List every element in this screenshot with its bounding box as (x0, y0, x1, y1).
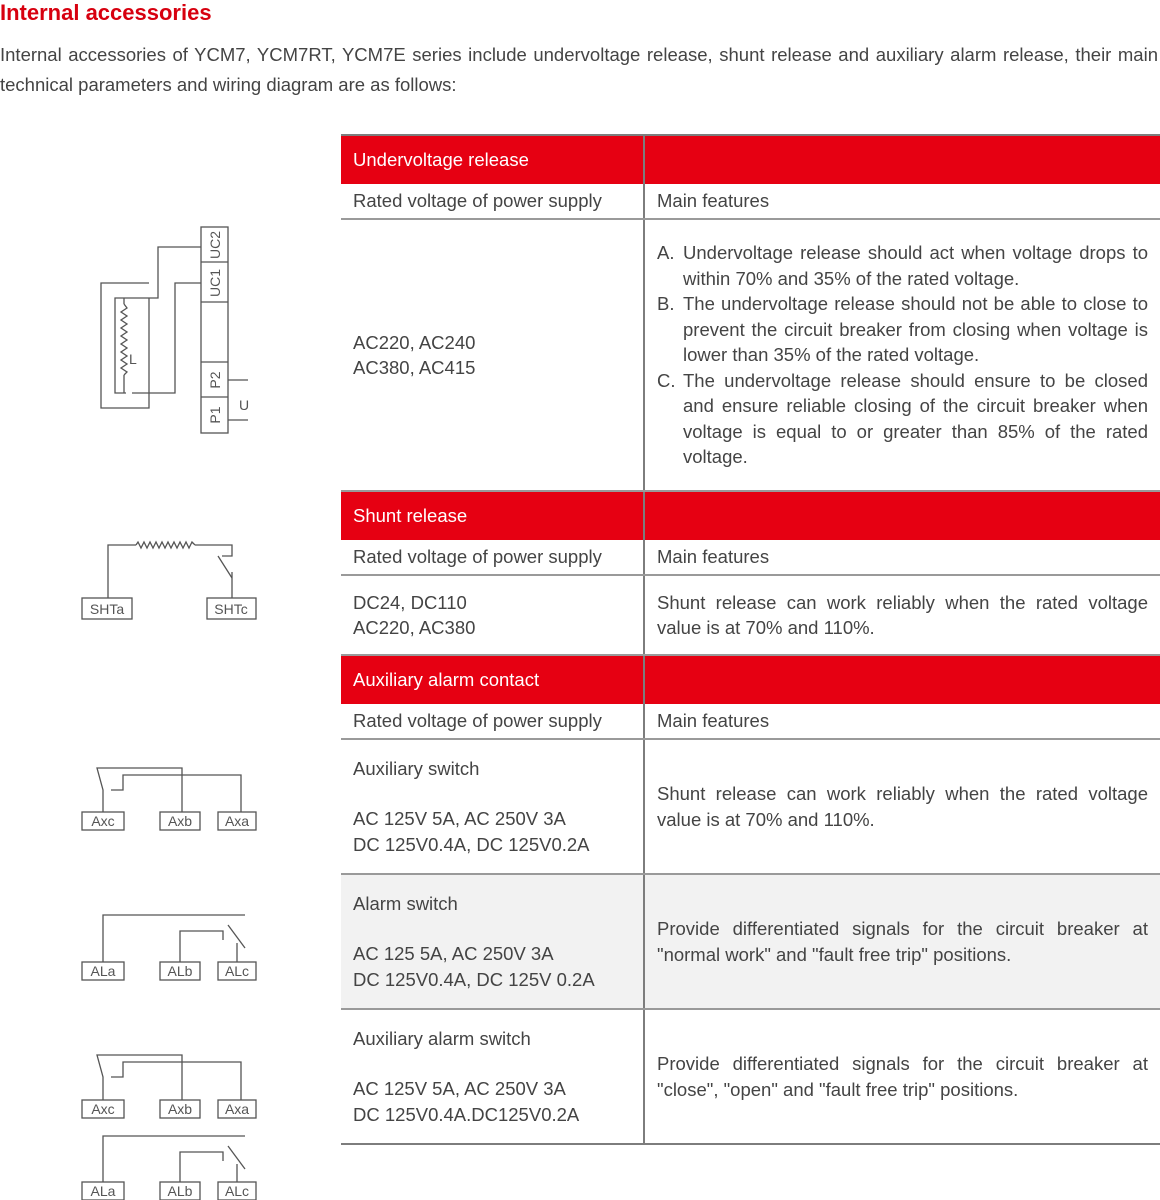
list-item (657, 368, 1148, 470)
section-title: Shunt release (341, 491, 644, 540)
aux-alarm-terminal-axb: Axb (167, 1101, 193, 1117)
aux-alarm-terminal-alb: ALb (167, 1183, 193, 1199)
switch-name: Alarm switch (353, 892, 458, 914)
header-row (341, 184, 1160, 219)
voltage-cell (341, 219, 644, 491)
voltage-line: DC 125V0.4A, DC 125V 0.2A (353, 968, 595, 990)
features-cell: Provide differentiated signals for the circuit breaker at "close", "open" and "fault free trip" positions. (644, 1009, 1160, 1144)
auxiliary-alarm-switch-row (341, 1009, 1160, 1144)
shunt-terminal-a: SHTa (89, 601, 125, 617)
list-item (657, 291, 1148, 368)
features-cell: Shunt release can work reliably when the rated voltage value is at 70% and 110%. (644, 739, 1160, 874)
header-voltage: Rated voltage of power supply (341, 540, 644, 575)
uv-coil-label: L (129, 351, 137, 367)
auxiliary-switch-row (341, 739, 1160, 874)
page-title: Internal accessories (0, 0, 212, 25)
header-row (341, 540, 1160, 575)
features-cell (644, 219, 1160, 491)
voltage-line: AC 125 5A, AC 250V 3A (353, 943, 554, 965)
features-cell: Provide differentiated signals for the circuit breaker at "normal work" and "fault free trip" positions. (644, 874, 1160, 1009)
uv-label-uc2: UC2 (207, 230, 223, 260)
list-item (657, 240, 1148, 291)
voltage-cell (341, 874, 644, 1009)
voltage-line: DC 125V0.4A, DC 125V0.2A (353, 833, 590, 855)
voltage-cell (341, 575, 644, 655)
uv-label-uc1: UC1 (207, 268, 223, 298)
intro-paragraph: Internal accessories of YCM7, YCM7RT, YCM7E series include undervoltage release, shunt release and auxiliary alarm release, their main technical parameters and wiring diagram are as follows: (0, 44, 1158, 95)
switch-name: Auxiliary alarm switch (353, 1027, 531, 1049)
list-marker: A. (657, 242, 675, 264)
aux-alarm-terminal-ala: ALa (90, 1183, 116, 1199)
header-voltage: Rated voltage of power supply (341, 704, 644, 739)
list-text: The undervoltage release should ensure to be closed and ensure reliable closing of the circuit breaker when voltage is equal to or greater than 85% of the rated voltage. (683, 369, 1148, 468)
aux-alarm-terminal-alc: ALc (224, 1183, 250, 1199)
voltage-line: AC220, AC380 (353, 617, 476, 638)
section-title: Auxiliary alarm contact (341, 655, 644, 704)
section-undervoltage (341, 135, 1160, 184)
section-title: Undervoltage release (341, 135, 644, 184)
aux-terminal-b: Axb (167, 813, 193, 829)
alarm-terminal-b: ALb (167, 963, 193, 979)
uv-wiring (101, 247, 248, 420)
wiring-diagrams (0, 0, 340, 1200)
features-cell: Shunt release can work reliably when the rated voltage value is at 70% and 110%. (644, 575, 1160, 655)
features-list (657, 240, 1148, 470)
header-row (341, 704, 1160, 739)
spec-table (341, 134, 1160, 1145)
alarm-terminal-c: ALc (224, 963, 250, 979)
list-text: The undervoltage release should not be able to close to prevent the circuit breaker from closing when voltage is lower than 35% of the rated voltage. (683, 293, 1148, 366)
voltage-line: AC380, AC415 (353, 357, 476, 378)
voltage-line: AC 125V 5A, AC 250V 3A (353, 1078, 566, 1100)
section-shunt (341, 491, 1160, 540)
voltage-cell (341, 739, 644, 874)
aux-terminal-a: Axa (224, 813, 250, 829)
header-features: Main features (644, 704, 1160, 739)
header-features: Main features (644, 540, 1160, 575)
aux-alarm-terminal-axa: Axa (224, 1101, 250, 1117)
aux-terminal-c: Axc (91, 813, 115, 829)
voltage-line: AC 125V 5A, AC 250V 3A (353, 808, 566, 830)
list-marker: B. (657, 293, 675, 315)
voltage-line: DC24, DC110 (353, 591, 467, 613)
header-voltage: Rated voltage of power supply (341, 184, 644, 219)
alarm-terminal-a: ALa (90, 963, 116, 979)
switch-name: Auxiliary switch (353, 757, 480, 779)
uv-u-label: U (239, 397, 250, 413)
uv-label-p2: P2 (207, 371, 223, 389)
list-marker: C. (657, 369, 676, 391)
aux-alarm-terminal-axc: Axc (91, 1101, 115, 1117)
alarm-switch-row (341, 874, 1160, 1009)
header-features: Main features (644, 184, 1160, 219)
shunt-row (341, 575, 1160, 655)
section-auxiliary (341, 655, 1160, 704)
undervoltage-row (341, 219, 1160, 491)
shunt-terminal-c: SHTc (214, 601, 248, 617)
voltage-cell (341, 1009, 644, 1144)
aux-alarm-wiring (82, 1055, 256, 1200)
list-text: Undervoltage release should act when voltage drops to within 70% and 35% of the rated voltage. (683, 242, 1148, 289)
uv-label-p1: P1 (207, 406, 223, 424)
voltage-line: AC220, AC240 (353, 331, 476, 353)
voltage-line: DC 125V0.4A.DC125V0.2A (353, 1103, 580, 1125)
